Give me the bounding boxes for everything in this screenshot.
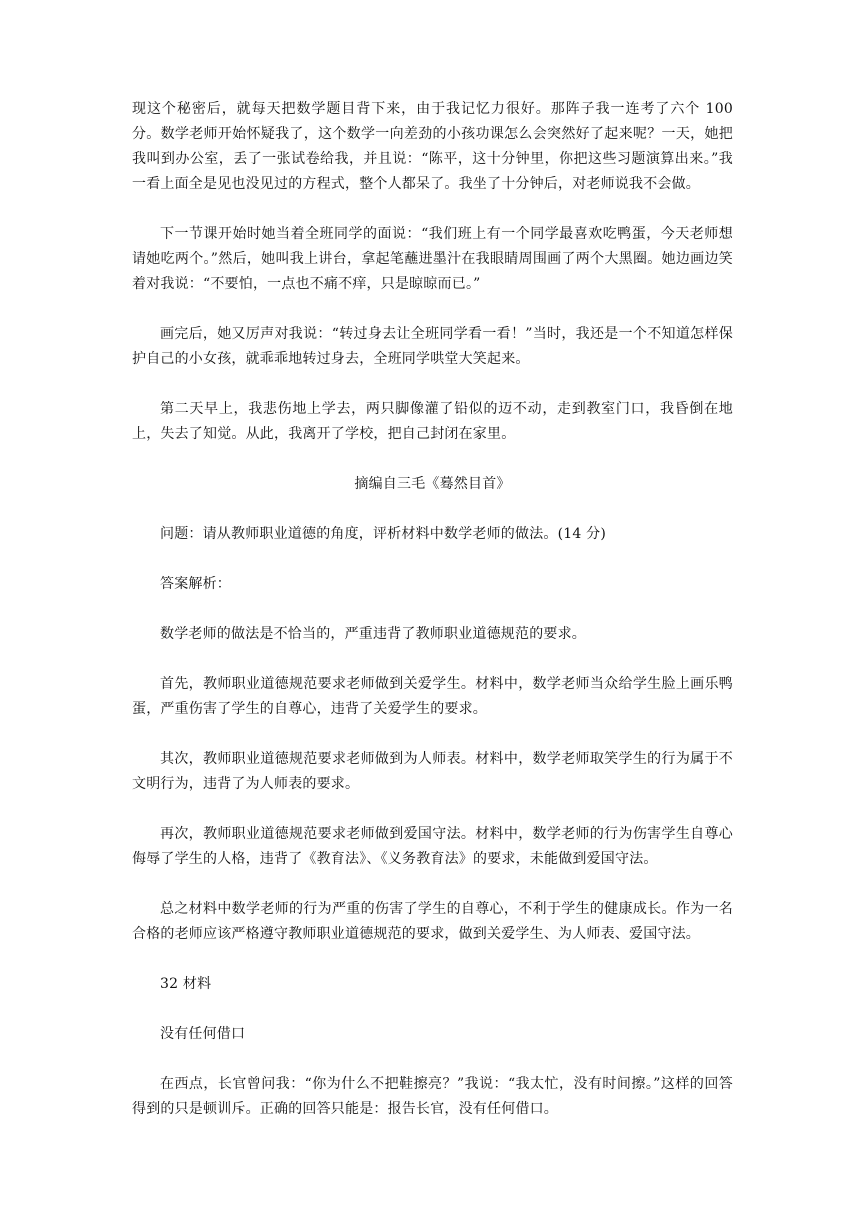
question-text: 问题：请从教师职业道德的角度，评析材料中数学老师的做法。(14 分) [160,526,606,542]
answer-heading: 答案解析： [160,576,231,592]
paragraph-story-4: 第二天早上，我悲伤地上学去，两只脚像灌了铅似的迈不动，走到教室门口，我昏倒在地上，失去了知觉。从此，我离开了学校，把自己封闭在家里。 [132,401,733,442]
material-number: 32 材料 [160,976,212,992]
answer-paragraph-4: 再次，教师职业道德规范要求老师做到爱国守法。材料中，数学老师的行为伤害学生自尊心侮辱了学生的人格，违背了《教育法》、《义务教育法》的要求，未能做到爱国守法。 [132,826,733,867]
material-paragraph-1: 在西点，长官曾问我：“你为什么不把鞋擦亮？”我说：“我太忙，没有时间擦。”这样的回答得到的只是顿训斥。正确的回答只能是：报告长官，没有任何借口。 [132,1076,733,1117]
material-title: 没有任何借口 [160,1026,246,1042]
answer-paragraph-1: 数学老师的做法是不恰当的，严重违背了教师职业道德规范的要求。 [160,626,586,642]
document-body [132,97,733,1122]
paragraph-story-2: 下一节课开始时她当着全班同学的面说：“我们班上有一个同学最喜欢吃鸭蛋，今天老师想请她吃两个。”然后，她叫我上讲台，拿起笔蘸进墨汁在我眼睛周围画了两个大黑圈。她边画边笑着对我说：“不要怕，一点也不痛不痒，只是晾晾而已。” [132,226,733,292]
answer-paragraph-3: 其次，教师职业道德规范要求老师做到为人师表。材料中，数学老师取笑学生的行为属于不文明行为，违背了为人师表的要求。 [132,751,733,792]
source-citation: 摘编自三毛《蓦然目首》 [354,476,511,492]
paragraph-story-1: 现这个秘密后，就每天把数学题目背下来，由于我记忆力很好。那阵子我一连考了六个 100 分。数学老师开始怀疑我了，这个数学一向差劲的小孩功课怎么会突然好了起来呢？一天，她把我叫到办公室，丢了一张试卷给我，并且说：“陈平，这十分钟里，你把这些习题演算出来。”我一看上面全是见也没见过的方程式，整个人都呆了。我坐了十分钟后，对老师说我不会做。 [132,101,733,192]
paragraph-story-3: 画完后，她又厉声对我说：“转过身去让全班同学看一看！”当时，我还是一个不知道怎样保护自己的小女孩，就乖乖地转过身去，全班同学哄堂大笑起来。 [132,326,733,367]
answer-paragraph-2: 首先，教师职业道德规范要求老师做到关爱学生。材料中，数学老师当众给学生脸上画乐鸭蛋，严重伤害了学生的自尊心，违背了关爱学生的要求。 [132,676,733,717]
answer-paragraph-5: 总之材料中数学老师的行为严重的伤害了学生的自尊心，不利于学生的健康成长。作为一名合格的老师应该严格遵守教师职业道德规范的要求，做到关爱学生、为人师表、爱国守法。 [132,901,733,942]
